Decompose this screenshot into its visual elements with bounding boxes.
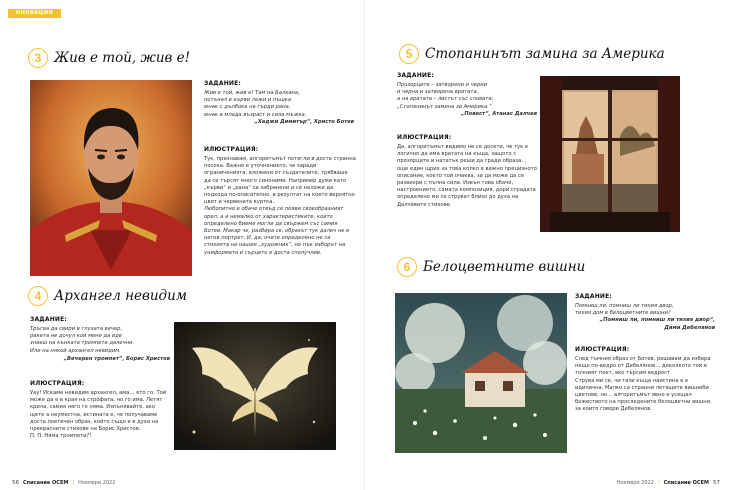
quote-line: Или на някой архангел невидим.	[30, 347, 121, 354]
illustration-label: ИЛЮСТРАЦИЯ:	[575, 346, 630, 353]
task-label: ЗАДАНИЕ:	[575, 293, 613, 300]
quote-author: Дими Дебелянов	[664, 324, 715, 331]
section-6-heading	[397, 257, 585, 277]
wings-image	[174, 322, 336, 450]
task-label: ЗАДАНИЕ:	[397, 72, 435, 79]
section-3-heading	[28, 48, 190, 68]
illustration-label: ИЛЮСТРАЦИЯ:	[30, 380, 85, 387]
cherry-house-image	[395, 293, 567, 453]
section-number-badge: 4	[28, 286, 48, 306]
quote-source: „Повест“, Атанас Далчев	[460, 110, 537, 117]
quote-line: Жив е той, жив е! Там на Балкана,	[204, 90, 300, 96]
paragraph: Любопитно е обаче отвъд се появи своеобразният орел, а и немалко от характеристиките, които определено биеме могли да свържем със самия Ботев. Макар че, разбира се, образът тук далеч не е негов портрет. И, да, очите определено не са стихията на нашия „художник“, но пък изборът на униформата и сърцето е доста сполучлив.	[204, 206, 350, 256]
quote-line: Тръгва да свири в глухата вечер,	[30, 326, 123, 332]
section-number-badge: 3	[28, 48, 48, 68]
quote-source: „Помниш ли, помниш ли тихия двор“,	[599, 317, 715, 324]
quote-line: тихия дом в белоцветните вишни?	[575, 310, 671, 317]
paragraph: Да, алгоритъмът видимо не се досети, че тук е логично да има вратата на къща, защото с прозорците и нататък реши да гради образа… още един щрих за това колко е важно прецизното описание, което той очаква, за да може да се развихри с пълна сила. Извън това обаче, настроението, самата композиция, дори сградата определено ми се струват близо до духа на Далчевите стихове.	[397, 144, 537, 208]
section-title: Жив е той, жив е!	[54, 50, 191, 66]
illustration-text	[575, 356, 717, 414]
quote-line: юнак с дълбока на гърди рана,	[204, 104, 291, 111]
cherry-blossom-house-illustration	[395, 293, 567, 453]
magazine-name: Списание ОСЕМ	[23, 480, 69, 486]
task-label: ЗАДАНИЕ:	[30, 316, 68, 323]
paragraph: След тъмния образ от Ботев, решавам да избера нещо по-ведро от Дебелянов… доколкото той е точният поет, ако търсим ведрост.	[575, 356, 711, 377]
quote-line: потънал в кърви лежи и пъшка	[204, 97, 291, 104]
page-number: 57	[713, 480, 720, 486]
page-number: 56	[12, 480, 19, 486]
section-title: Архангел невидим	[54, 288, 187, 304]
task-quote	[30, 326, 170, 363]
paragraph: П. П. Няма тромпети?!	[30, 433, 92, 440]
quote-line: ракета не дочул кой мене да иде	[30, 333, 122, 340]
quote-line: а на вратата – листът със словата:	[397, 96, 494, 103]
section-5-heading	[399, 44, 665, 64]
paragraph: Струва ми се, чи тази къща наистина е е идилична. Малко са странни летящите вишнеби цветове, но… алгоритъмът явно е усещал божеството на проследените белоцветни вишни, за които говори Дебелянов.	[575, 377, 712, 413]
paragraph: Уау! Искаме невидим архангел, ама… ето го. Той може да е в края на строфата, но го има. Летят крила, самия него го няма. Изпънявайте, ако щете а неуместна, истината е, че получаваме доста поетичен образ, който също е в духа на прекрасните стихове на Борис Христов.	[30, 390, 167, 433]
section-tag: ИНОВАЦИИ	[8, 9, 61, 18]
archangel-wings-illustration	[174, 322, 336, 450]
magazine-name: Списание ОСЕМ	[663, 480, 709, 486]
paragraph: Тук, признавам, алгоритъмът потегли в доста странна посока. Важно е уточнението, че заради ограниченията, вложени от създателите, трябваше да се търсят много синоними. Например думи като „кърви“ и „рана“ са забранени и се наложи да подхода по-описателно, в резултат на което вероятно цвят и червената куртка.	[204, 156, 356, 206]
page-footer: 56 Списание ОСЕМ / Ноември 2022	[12, 480, 116, 486]
right-page	[365, 0, 730, 490]
task-quote	[397, 82, 537, 118]
quote-source: „Вечерен тромпет“, Борис Христов	[63, 355, 170, 362]
page-footer: Ноември 2022 / Списание ОСЕМ 57	[616, 480, 720, 486]
illustration-label: ИЛЮСТРАЦИЯ:	[204, 146, 259, 153]
quote-line: Помниш ли, помниш ли тихия двор,	[575, 303, 674, 309]
botev-portrait-illustration	[30, 80, 192, 276]
illustration-label: ИЛЮСТРАЦИЯ:	[397, 134, 452, 141]
quote-line: и черна и затворена вратата,	[397, 89, 479, 96]
section-number-badge: 5	[399, 44, 419, 64]
portrait-image	[30, 80, 192, 276]
illustration-text	[397, 144, 537, 209]
task-label: ЗАДАНИЕ:	[204, 80, 242, 87]
task-quote	[575, 303, 715, 332]
quote-line: знаеш на кънката тромпета далечни.	[30, 340, 135, 347]
section-title: Стопанинът замина за Америка	[425, 46, 665, 62]
illustration-text	[204, 156, 356, 257]
section-title: Белоцветните вишни	[423, 259, 586, 275]
window-house-illustration	[540, 76, 680, 232]
task-quote	[204, 90, 354, 126]
quote-line: „Стопанинът замина за Америка.“	[397, 103, 492, 110]
section-4-heading	[28, 286, 187, 306]
illustration-text	[30, 390, 170, 440]
quote-line: юнак в млада възраст и сила мъжка.	[204, 111, 307, 118]
window-image	[540, 76, 680, 232]
section-number-badge: 6	[397, 257, 417, 277]
issue-date: Ноември 2022	[616, 480, 654, 486]
issue-date: Ноември 2022	[78, 480, 116, 486]
quote-line: Прозорците – затворени и черни	[397, 82, 488, 88]
quote-source: „Хаджи Димитър“, Христо Ботев	[254, 118, 354, 125]
